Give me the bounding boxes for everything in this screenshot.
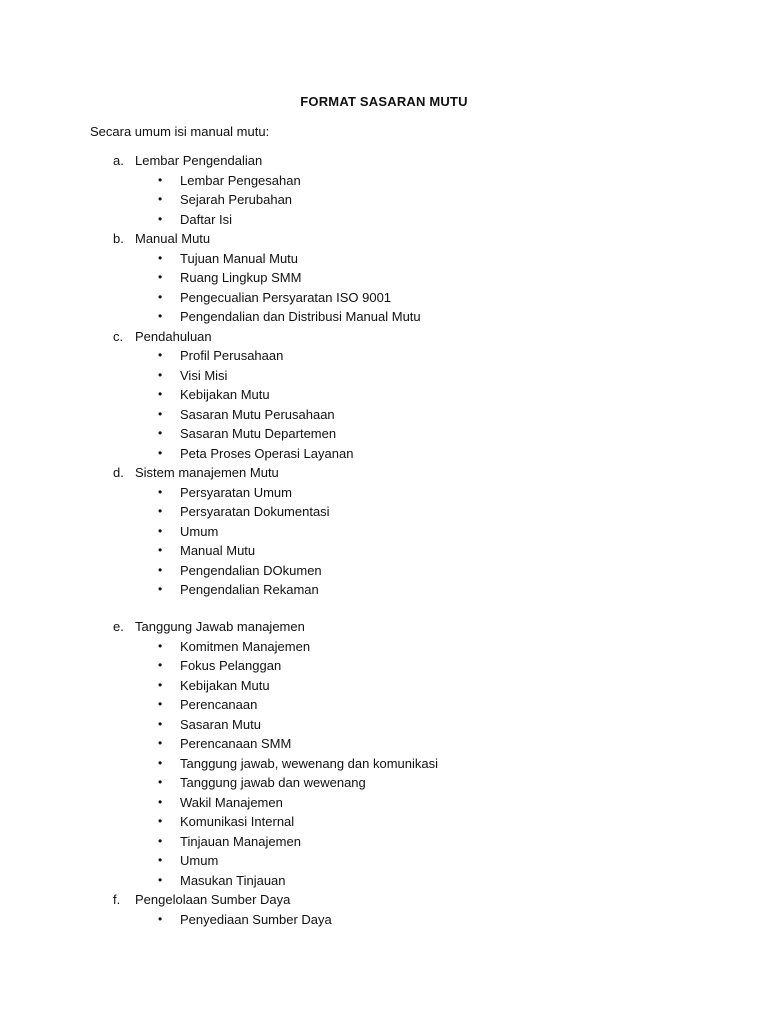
list-item-text: Umum — [180, 853, 219, 868]
list-item-text: Pengendalian dan Distribusi Manual Mutu — [180, 309, 421, 324]
section-letter: c. — [113, 328, 124, 344]
list-item — [0, 268, 768, 288]
bullet-icon: • — [158, 172, 163, 187]
bullet-icon: • — [158, 853, 163, 867]
bullet-icon: • — [158, 562, 163, 577]
outline-section — [0, 890, 768, 929]
list-item-text: Visi Misi — [180, 367, 228, 383]
section-label: Lembar Pengendalian — [135, 153, 263, 168]
bullet-icon: • — [158, 348, 163, 362]
list-item-text: Penyediaan Sumber Daya — [180, 911, 332, 927]
bullet-icon: • — [158, 289, 163, 304]
list-item — [0, 773, 768, 793]
list-item-text: Peta Proses Operasi Layanan — [180, 445, 354, 461]
section-heading — [0, 890, 768, 910]
list-item-text: Sasaran Mutu — [180, 716, 261, 732]
bullet-icon: • — [158, 543, 163, 557]
list-item-text: Tanggung jawab, wewenang dan komunikasi — [180, 755, 439, 771]
list-item — [0, 522, 768, 542]
list-item — [0, 734, 768, 754]
bullet-icon: • — [158, 406, 163, 421]
list-item-text: Sasaran Mutu Departemen — [180, 426, 337, 441]
section-heading — [0, 617, 768, 637]
bullet-icon: • — [158, 872, 163, 887]
list-item — [0, 249, 768, 269]
bullet-icon: • — [158, 911, 163, 926]
bullet-icon: • — [158, 270, 163, 284]
outline-section — [0, 617, 768, 890]
bullet-icon: • — [158, 814, 163, 828]
list-item — [0, 405, 768, 425]
document-title: FORMAT SASARAN MUTU — [300, 94, 468, 109]
list-item — [0, 754, 768, 774]
bullet-icon: • — [158, 716, 163, 731]
list-item-text: Fokus Pelanggan — [180, 658, 282, 673]
list-item — [0, 190, 768, 210]
bullet-icon: • — [158, 426, 163, 440]
bullet-icon: • — [158, 794, 163, 809]
list-item — [0, 695, 768, 715]
list-item-text: Wakil Manajemen — [180, 794, 283, 810]
bullet-icon: • — [158, 445, 163, 460]
section-label: Sistem manajemen Mutu — [135, 465, 279, 480]
list-item-text: Masukan Tinjauan — [180, 872, 286, 888]
bullet-icon: • — [158, 523, 163, 538]
list-item — [0, 656, 768, 676]
section-label: Pendahuluan — [135, 328, 212, 344]
bullet-icon: • — [158, 367, 163, 382]
list-item-text: Kebijakan Mutu — [180, 387, 270, 402]
list-item — [0, 715, 768, 735]
list-item — [0, 307, 768, 327]
bullet-icon: • — [158, 736, 163, 750]
bullet-icon: • — [158, 833, 163, 848]
list-item — [0, 637, 768, 657]
bullet-icon: • — [158, 504, 163, 518]
list-item — [0, 910, 768, 930]
section-label: Manual Mutu — [135, 231, 211, 246]
bullet-icon: • — [158, 638, 163, 653]
list-item — [0, 288, 768, 308]
list-item-text: Sejarah Perubahan — [180, 192, 293, 207]
list-item — [0, 366, 768, 386]
outline-section — [0, 327, 768, 464]
list-item — [0, 444, 768, 464]
list-item — [0, 385, 768, 405]
list-item-text: Lembar Pengesahan — [180, 172, 301, 188]
bullet-icon: • — [158, 211, 163, 226]
list-item-text: Perencanaan — [180, 697, 258, 712]
list-item — [0, 580, 768, 600]
section-heading — [0, 151, 768, 171]
list-item — [0, 541, 768, 561]
bullet-icon: • — [158, 775, 163, 789]
bullet-icon: • — [158, 697, 163, 711]
list-item-text: Pengendalian Rekaman — [180, 582, 319, 597]
outline-section — [0, 463, 768, 600]
bullet-icon: • — [158, 192, 163, 206]
bullet-icon: • — [158, 250, 163, 265]
list-item — [0, 210, 768, 230]
list-item-text: Perencanaan SMM — [180, 736, 292, 751]
list-item-text: Komunikasi Internal — [180, 814, 295, 829]
list-item-text: Umum — [180, 523, 219, 539]
list-item-text: Komitmen Manajemen — [180, 638, 311, 654]
section-letter: d. — [113, 465, 124, 480]
list-item-text: Kebijakan Mutu — [180, 677, 270, 693]
section-heading — [0, 229, 768, 249]
list-item — [0, 346, 768, 366]
bullet-icon: • — [158, 309, 163, 323]
bullet-icon: • — [158, 484, 163, 499]
list-item-text: Tanggung jawab dan wewenang — [180, 775, 366, 790]
list-item-text: Profil Perusahaan — [180, 348, 284, 363]
list-item — [0, 871, 768, 891]
bullet-icon: • — [158, 387, 163, 401]
section-letter: f. — [113, 892, 121, 907]
bullet-icon: • — [158, 658, 163, 672]
section-heading — [0, 463, 768, 483]
bullet-icon: • — [158, 755, 163, 770]
list-item-text: Manual Mutu — [180, 543, 256, 558]
section-letter: b. — [113, 231, 124, 246]
list-item — [0, 832, 768, 852]
list-item-text: Tujuan Manual Mutu — [180, 250, 299, 266]
list-item-text: Pengendalian DOkumen — [180, 562, 322, 578]
section-label: Pengelolaan Sumber Daya — [135, 892, 291, 907]
list-item — [0, 793, 768, 813]
bullet-icon: • — [158, 582, 163, 596]
list-item-text: Sasaran Mutu Perusahaan — [180, 406, 335, 422]
section-letter: a. — [113, 153, 124, 168]
list-item — [0, 483, 768, 503]
list-item-text: Persyaratan Dokumentasi — [180, 504, 330, 519]
list-item-text: Persyaratan Umum — [180, 484, 292, 500]
list-item — [0, 561, 768, 581]
section-heading — [0, 327, 768, 347]
bullet-icon: • — [158, 677, 163, 692]
list-item-text: Tinjauan Manajemen — [180, 833, 301, 849]
list-item-text: Ruang Lingkup SMM — [180, 270, 302, 285]
list-item — [0, 851, 768, 871]
list-item — [0, 676, 768, 696]
outline-list — [0, 151, 768, 929]
list-item — [0, 424, 768, 444]
outline-section — [0, 229, 768, 327]
list-item — [0, 812, 768, 832]
list-item — [0, 171, 768, 191]
list-item — [0, 502, 768, 522]
intro-text: Secara umum isi manual mutu: — [90, 124, 270, 139]
section-letter: e. — [113, 619, 124, 634]
list-item-text: Daftar Isi — [180, 211, 233, 227]
outline-section — [0, 151, 768, 229]
section-label: Tanggung Jawab manajemen — [135, 619, 305, 634]
list-item-text: Pengecualian Persyaratan ISO 9001 — [180, 289, 392, 305]
